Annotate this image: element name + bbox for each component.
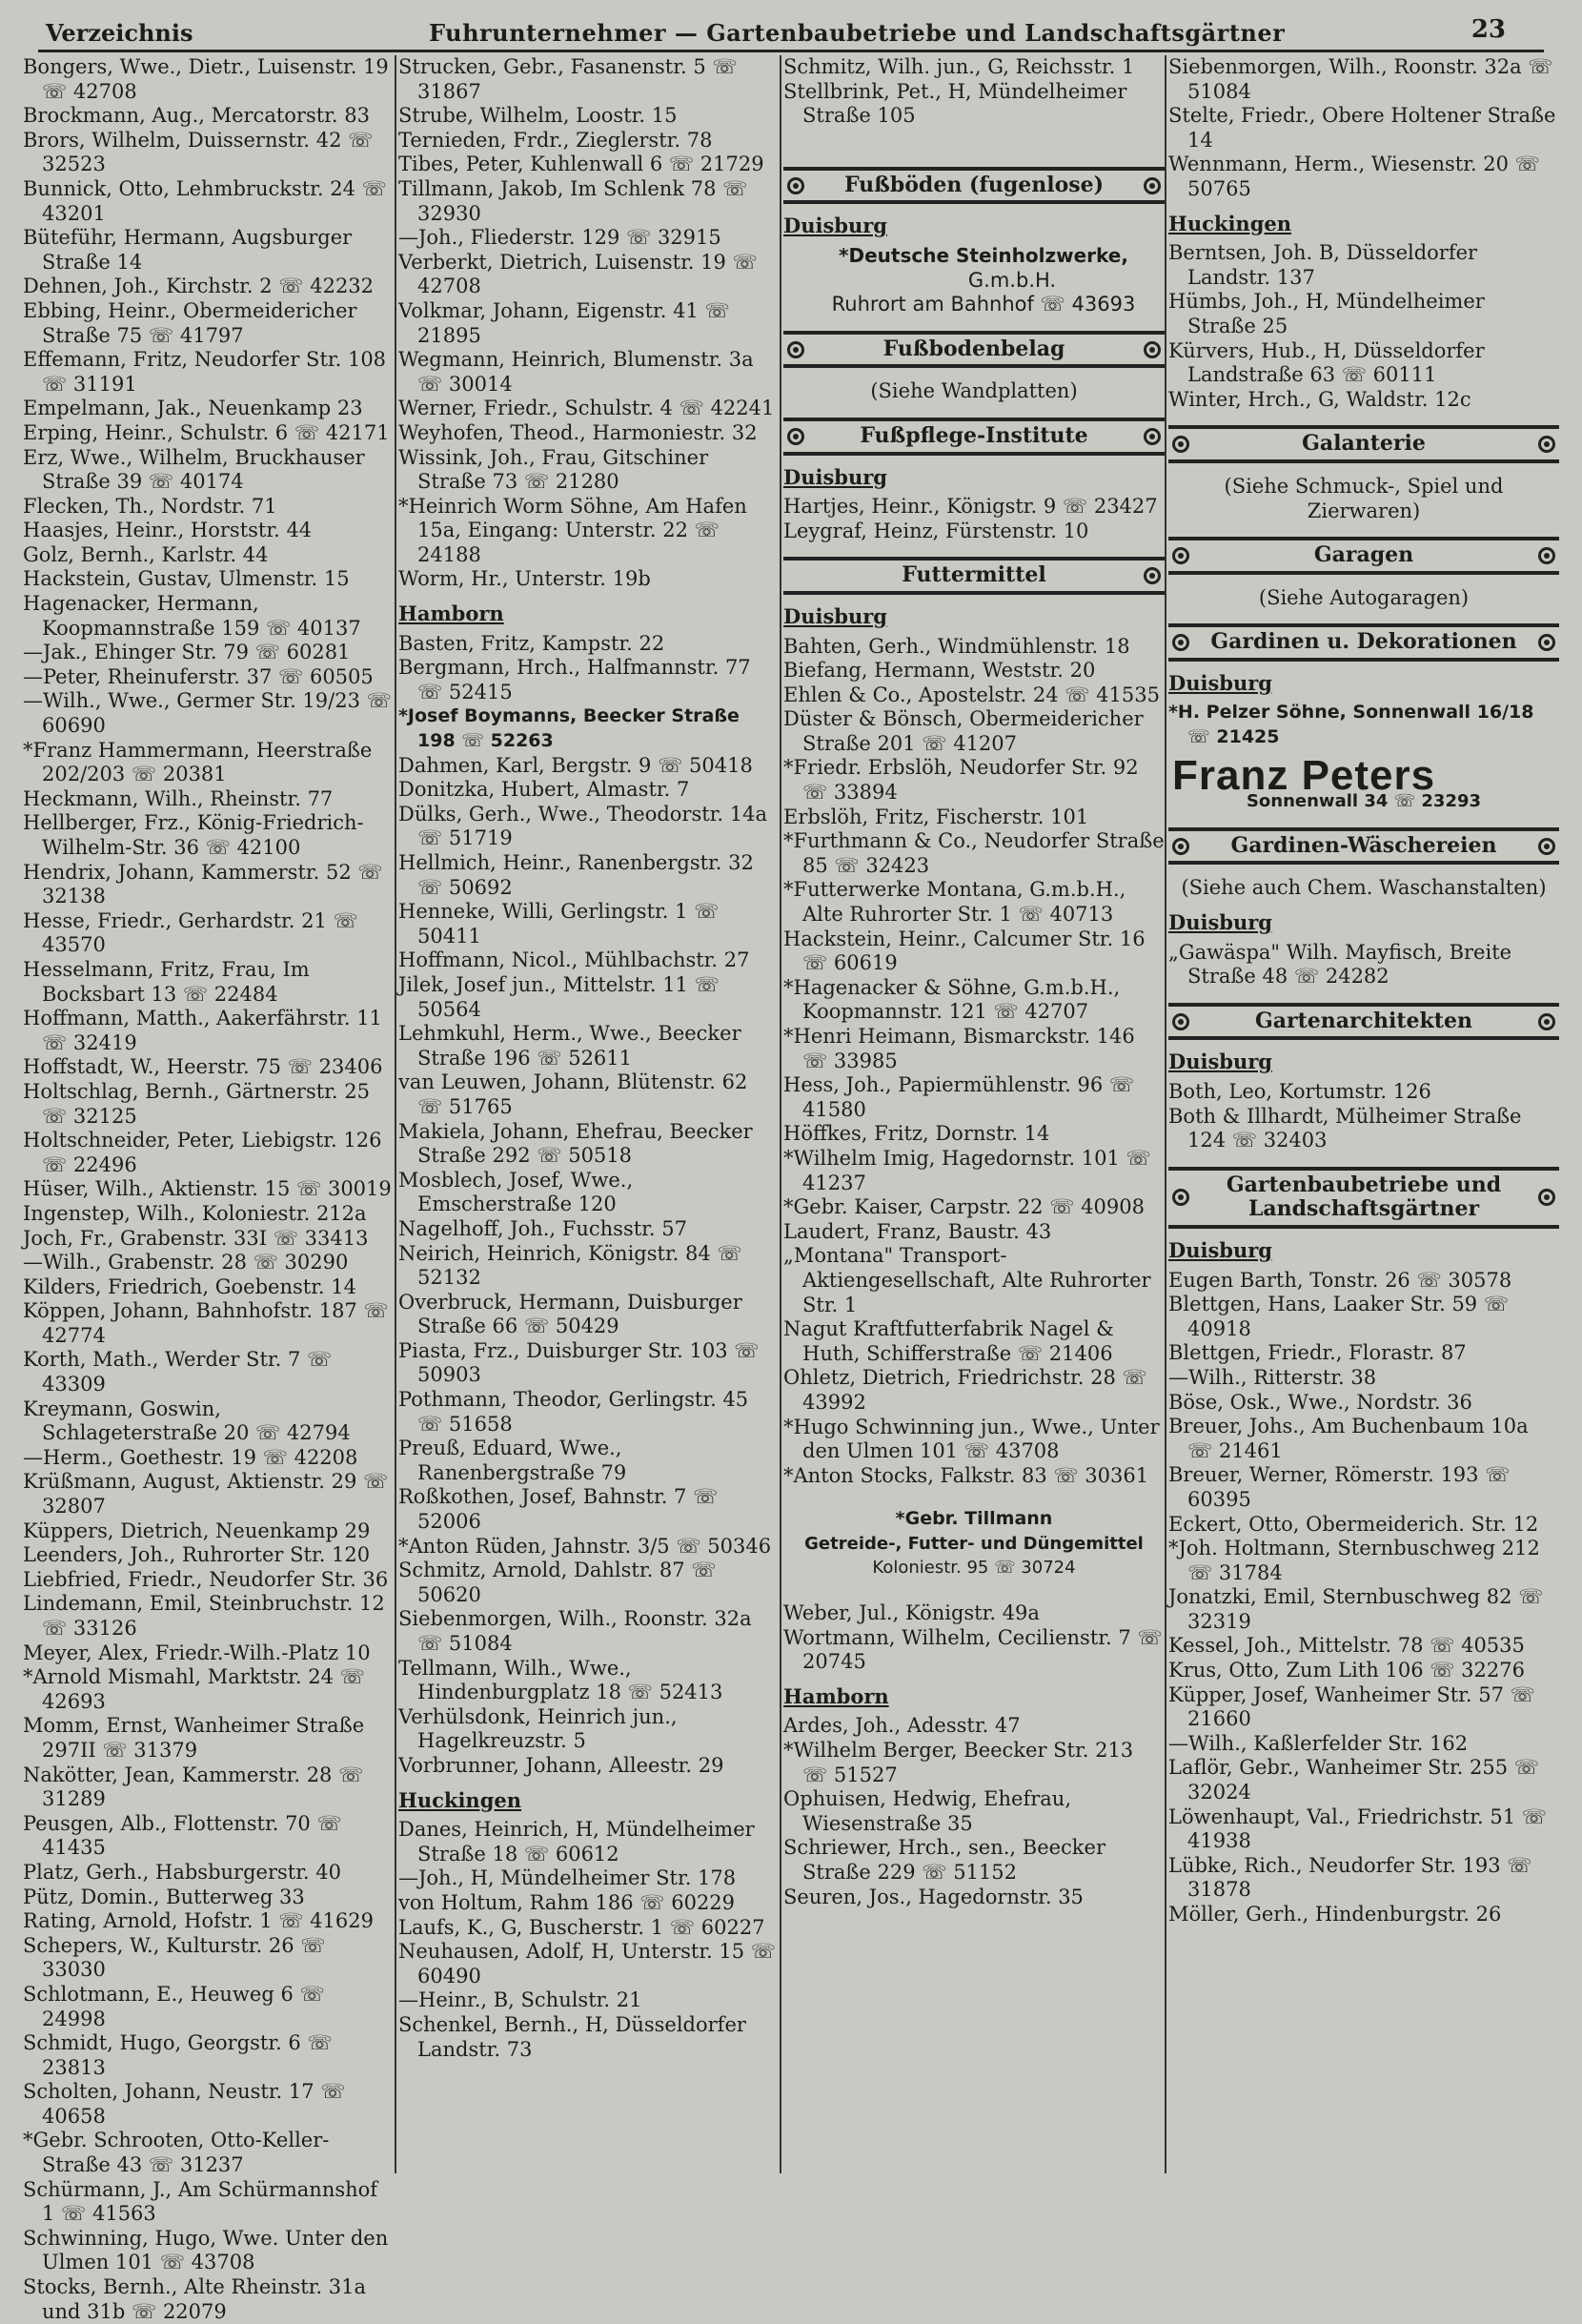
listing-entry: *Futterwerke Montana, G.m.b.H., Alte Ruhrorter Str. 1 ☏ 40713	[783, 878, 1126, 927]
listing-entry: *Friedr. Erbslöh, Neudorfer Str. 92 ☏ 33894	[783, 756, 1139, 805]
section-heading-gardinen: Gardinen u. Dekorationen	[1168, 623, 1559, 662]
listing-entry: *Wilhelm Berger, Beecker Str. 213 ☏ 51527	[783, 1739, 1134, 1786]
listing-entry: Weber, Jul., Königstr. 49a	[783, 1601, 1040, 1625]
column-1	[23, 55, 393, 2323]
section-heading-fusspflege: Fußpflege-Institute	[783, 418, 1165, 456]
ring-ornament-icon	[787, 428, 804, 445]
listing-entry: Schlotmann, E., Heuweg 6 ☏ 24998	[23, 1982, 325, 2030]
listing-entry: Hackstein, Heinr., Calcumer Str. 16 ☏ 60619	[783, 927, 1146, 975]
listing-entry: *Hugo Schwinning jun., Wwe., Unter den Ulmen 101 ☏ 43708	[783, 1415, 1160, 1463]
listing-entry: Breuer, Johs., Am Buchenbaum 10a ☏ 21461	[1168, 1415, 1529, 1462]
cross-reference-note: (Siehe auch Chem. Waschanstalten)	[1181, 876, 1547, 900]
listing-entry: Krus, Otto, Zum Lith 106 ☏ 32276	[1168, 1659, 1525, 1682]
advert-franz-peters-address: Sonnenwall 34 ☏ 23293	[1246, 791, 1482, 812]
cross-reference-note: (Siehe Wandplatten)	[870, 379, 1078, 403]
listing-entry: Holtschlag, Bernh., Gärtnerstr. 25 ☏ 32125	[23, 1079, 370, 1128]
ring-ornament-icon	[1144, 428, 1161, 445]
listing-entry: Golz, Bernh., Karlstr. 44	[23, 542, 269, 566]
section-heading-galanterie: Galanterie	[1168, 425, 1559, 463]
listing-entry: Hartjes, Heinr., Königstr. 9 ☏ 23427	[783, 495, 1158, 519]
listing-entry: —Wilh., Kaßlerfelder Str. 162	[1168, 1731, 1469, 1755]
listing-entry: Jonatzki, Emil, Sternbuschweg 82 ☏ 32319	[1168, 1585, 1544, 1633]
listing-entry: Küppers, Dietrich, Neuenkamp 29	[23, 1519, 371, 1542]
listing-entry: Schriewer, Hrch., sen., Beecker Straße 229 ☏ 51152	[783, 1836, 1105, 1884]
section-heading-futtermittel: Futtermittel	[783, 557, 1165, 595]
listing-entry: van Leuwen, Johann, Blütenstr. 62 ☏ 51765	[398, 1070, 748, 1118]
listing-entry: Pütz, Domin., Butterweg 33	[23, 1885, 305, 1908]
listing-entry: *Joh. Holtmann, Sternbuschweg 212 ☏ 31784	[1168, 1537, 1540, 1584]
listing-entry: *Franz Hammermann, Heerstraße 202/203 ☏ 20381	[23, 738, 373, 786]
listing-entry: Neuhausen, Adolf, H, Unterstr. 15 ☏ 60490	[398, 1940, 777, 1988]
ring-ornament-icon	[1172, 838, 1189, 855]
listing-entry: Basten, Fritz, Kampstr. 22	[398, 631, 665, 655]
listing-entry: „Montana" Transport-Aktiengesellschaft, Alte Ruhrorter Str. 1	[783, 1244, 1151, 1316]
listing-entry: Hess, Joh., Papiermühlenstr. 96 ☏ 41580	[783, 1073, 1135, 1121]
listing-entry: Hümbs, Joh., H, Mündelheimer Straße 25	[1168, 290, 1485, 337]
ring-ornament-icon	[1538, 436, 1555, 453]
listing-entry: *Gebr. Kaiser, Carpstr. 22 ☏ 40908	[783, 1195, 1145, 1219]
city-heading-duisburg: Duisburg	[783, 214, 887, 238]
listing-entry: Düster & Bönsch, Obermeidericher Straße 201 ☏ 41207	[783, 707, 1144, 755]
listing-entry: Piasta, Frz., Duisburger Str. 103 ☏ 50903	[398, 1338, 760, 1387]
city-heading-duisburg: Duisburg	[1168, 910, 1272, 935]
listing-entry: Ebbing, Heinr., Obermeidericher Straße 75 ☏ 41797	[23, 298, 357, 347]
city-heading-huckingen: Huckingen	[1168, 211, 1292, 235]
section-heading-garagen: Garagen	[1168, 537, 1559, 575]
ring-ornament-icon	[1538, 838, 1555, 855]
listing-entry: Haasjes, Heinr., Horststr. 44	[23, 519, 313, 542]
listing-entry: Holtschneider, Peter, Liebigstr. 126 ☏ 22496	[23, 1129, 382, 1176]
listing-entry: Brors, Wilhelm, Duissernstr. 42 ☏ 32523	[23, 128, 374, 176]
listing-entry: Joch, Fr., Grabenstr. 33I ☏ 33413	[23, 1226, 369, 1250]
listing-entry: Siebenmorgen, Wilh., Roonstr. 32a ☏ 51084	[1168, 55, 1553, 103]
listing-entry: Siebenmorgen, Wilh., Roonstr. 32a ☏ 51084	[398, 1607, 752, 1655]
listing-entry: Mosblech, Josef, Wwe., Emscherstraße 120	[398, 1168, 634, 1216]
listing-entry: Erz, Wwe., Wilhelm, Bruckhauser Straße 39 ☏ 40174	[23, 445, 365, 494]
listing-entry: Schmitz, Wilh. jun., G, Reichsstr. 1	[783, 55, 1135, 78]
listing-entry: Biefang, Hermann, Weststr. 20	[783, 659, 1096, 683]
listing-entry: Platz, Gerh., Habsburgerstr. 40	[23, 1860, 342, 1884]
header-left: Verzeichnis	[46, 19, 193, 47]
section-heading-fussboeden: Fußböden (fugenlose)	[783, 167, 1165, 205]
listing-entry-pelzer: *H. Pelzer Söhne, Sonnenwall 16/18 ☏ 21425	[1168, 702, 1534, 748]
section-heading-gartenarchitekten: Gartenarchitekten	[1168, 1003, 1559, 1041]
listing-entry: Bahten, Gerh., Windmühlenstr. 18	[783, 634, 1130, 658]
listing-entry: Laflör, Gebr., Wanheimer Str. 255 ☏ 32024	[1168, 1756, 1540, 1804]
listing-entry: Köppen, Johann, Bahnhofstr. 187 ☏ 42774	[23, 1299, 389, 1347]
listing-entry: Schmitz, Arnold, Dahlstr. 87 ☏ 50620	[398, 1559, 717, 1606]
city-heading-hamborn: Hamborn	[398, 601, 504, 626]
ring-ornament-icon	[1172, 1013, 1189, 1030]
listing-entry: Erping, Heinr., Schulstr. 6 ☏ 42171	[23, 420, 390, 444]
listing-entry: Laufs, K., G, Buscherstr. 1 ☏ 60227	[398, 1915, 765, 1939]
listing-entry: Heckmann, Wilh., Rheinstr. 77	[23, 786, 334, 810]
listing-entry: —Wilh., Wwe., Germer Str. 19/23 ☏ 60690	[23, 689, 392, 738]
section-heading-gardinen-waescherei: Gardinen-Wäschereien	[1168, 827, 1559, 866]
ring-ornament-icon	[1172, 436, 1189, 453]
ring-ornament-icon	[787, 177, 804, 194]
listing-entry: Hoffmann, Matth., Aakerfährstr. 11 ☏ 32419	[23, 1007, 382, 1054]
listing-entry: Böse, Osk., Wwe., Nordstr. 36	[1168, 1390, 1472, 1414]
listing-entry: Overbruck, Hermann, Duisburger Straße 66 ☏ 50429	[398, 1290, 742, 1338]
listing-entry: Jilek, Josef jun., Mittelstr. 11 ☏ 50564	[398, 972, 720, 1021]
listing-entry: Ophuisen, Hedwig, Ehefrau, Wiesenstraße 35	[783, 1787, 1071, 1835]
listing-entry: Peusgen, Alb., Flottenstr. 70 ☏ 41435	[23, 1811, 342, 1860]
listing-entry: *Anton Rüden, Jahnstr. 3/5 ☏ 50346	[398, 1534, 772, 1558]
advert-tillmann: *Gebr. Tillmann Getreide-, Futter- und Düngemittel Koloniestr. 95 ☏ 30724	[804, 1508, 1144, 1579]
listing-entry: Leenders, Joh., Ruhrorter Str. 120	[23, 1543, 371, 1567]
listing-entry: Dülks, Gerh., Wwe., Theodorstr. 14a ☏ 51719	[398, 802, 768, 850]
cross-reference-note: (Siehe Schmuck-, Spiel und Zierwaren)	[1224, 474, 1504, 522]
listing-entry: Rating, Arnold, Hofstr. 1 ☏ 41629	[23, 1909, 374, 1933]
listing-entry: Verberkt, Dietrich, Luisenstr. 19 ☏ 42708	[398, 250, 758, 298]
listing-entry: Bongers, Wwe., Dietr., Luisenstr. 19 ☏ 42708	[23, 55, 389, 103]
listing-entry: Ternieden, Frdr., Zieglerstr. 78	[398, 128, 713, 152]
listing-entry: Kilders, Friedrich, Goebenstr. 14	[23, 1274, 357, 1298]
section-heading-fussbodenbelag: Fußbodenbelag	[783, 331, 1165, 369]
listing-entry: Ingenstep, Wilh., Koloniestr. 212a	[23, 1201, 367, 1225]
listing-entry: Nakötter, Jean, Kammerstr. 28 ☏ 31289	[23, 1763, 364, 1811]
listing-entry: Tellmann, Wilh., Wwe., Hindenburgplatz 18 ☏ 52413	[398, 1656, 723, 1704]
cross-reference-note: (Siehe Autogaragen)	[1258, 585, 1470, 609]
city-heading-hamborn: Hamborn	[783, 1683, 889, 1708]
listing-entry: Hoffmann, Nicol., Mühlbachstr. 27	[398, 948, 750, 972]
listing-entry: Stellbrink, Pet., H, Mündelheimer Straße 105	[783, 79, 1127, 128]
listing-entry: Wennmann, Herm., Wiesenstr. 20 ☏ 50765	[1168, 153, 1540, 200]
listing-entry: Strube, Wilhelm, Loostr. 15	[398, 104, 678, 128]
listing-entry: Kreymann, Goswin, Schlageterstraße 20 ☏ 42794	[23, 1396, 351, 1445]
listing-entry: Wissink, Joh., Frau, Gitschiner Straße 73 ☏ 21280	[398, 445, 709, 494]
listing-entry: Effemann, Fritz, Neudorfer Str. 108 ☏ 31191	[23, 348, 387, 396]
listing-entry: von Holtum, Rahm 186 ☏ 60229	[398, 1890, 736, 1914]
listing-entry: Tibes, Peter, Kuhlenwall 6 ☏ 21729	[398, 153, 764, 176]
listing-entry: Flecken, Th., Nordstr. 71	[23, 494, 277, 518]
listing-entry: Kessel, Joh., Mittelstr. 78 ☏ 40535	[1168, 1634, 1525, 1658]
listing-entry: Erbslöh, Fritz, Fischerstr. 101	[783, 805, 1089, 828]
listing-entry: Krüßmann, August, Aktienstr. 29 ☏ 32807	[23, 1470, 389, 1519]
ring-ornament-icon	[1172, 634, 1189, 651]
listing-entry: —Heinr., B, Schulstr. 21	[398, 1988, 642, 2012]
listing-entry: Brockmann, Aug., Mercatorstr. 83	[23, 104, 370, 128]
ring-ornament-icon	[1538, 1013, 1555, 1030]
ring-ornament-icon	[1172, 547, 1189, 564]
listing-entry: *Anton Stocks, Falkstr. 83 ☏ 30361	[783, 1463, 1149, 1487]
listing-entry: Korth, Math., Werder Str. 7 ☏ 43309	[23, 1348, 333, 1396]
city-heading-duisburg: Duisburg	[1168, 1237, 1272, 1262]
city-heading-duisburg: Duisburg	[783, 603, 887, 628]
listing-entry: Laudert, Franz, Baustr. 43	[783, 1219, 1052, 1243]
listing-entry: —Herm., Goethestr. 19 ☏ 42208	[23, 1445, 358, 1469]
listing-entry: Both & Illhardt, Mülheimer Straße 124 ☏ 32403	[1168, 1104, 1522, 1152]
ring-ornament-icon	[1538, 547, 1555, 564]
advert-franz-peters-name: Franz Peters	[1172, 751, 1436, 799]
listing-entry: Bunnick, Otto, Lehmbruckstr. 24 ☏ 43201	[23, 176, 387, 225]
listing-entry: —Peter, Rheinuferstr. 37 ☏ 60505	[23, 664, 374, 688]
listing-entry: Wortmann, Wilhelm, Cecilienstr. 7 ☏ 20745	[783, 1625, 1163, 1674]
column-3	[783, 55, 1165, 2171]
listing-entry: Werner, Friedr., Schulstr. 4 ☏ 42241	[398, 397, 775, 420]
column-divider	[395, 55, 396, 2173]
ring-ornament-icon	[1144, 177, 1161, 194]
listing-entry: Nagelhoff, Joh., Fuchsstr. 57	[398, 1216, 687, 1240]
listing-entry: Wegmann, Heinrich, Blumenstr. 3a ☏ 30014	[398, 348, 754, 396]
listing-entry: Hellmich, Heinr., Ranenbergstr. 32 ☏ 50692	[398, 851, 754, 899]
listing-entry-boymanns: *Josef Boymanns, Beecker Straße 198 ☏ 52263	[398, 705, 740, 752]
column-4	[1168, 55, 1559, 2171]
column-divider	[780, 55, 781, 2173]
listing-entry: —Jak., Ehinger Str. 79 ☏ 60281	[23, 641, 351, 664]
listing-entry: Winter, Hrch., G, Waldstr. 12c	[1168, 387, 1471, 411]
listing-entry: Kürvers, Hub., H, Düsseldorfer Landstraße 63 ☏ 60111	[1168, 338, 1485, 387]
listing-entry: Hackstein, Gustav, Ulmenstr. 15	[23, 567, 350, 591]
city-heading-huckingen: Huckingen	[398, 1787, 522, 1812]
listing-entry: Hesse, Friedr., Gerhardstr. 21 ☏ 43570	[23, 908, 358, 957]
listing-entry: *Arnold Mismahl, Marktstr. 24 ☏ 42693	[23, 1665, 365, 1713]
city-heading-duisburg: Duisburg	[783, 464, 887, 489]
listing-entry: Hellberger, Frz., König-Friedrich-Wilhelm-Str. 36 ☏ 42100	[23, 811, 364, 859]
listing-entry: Meyer, Alex, Friedr.-Wilh.-Platz 10	[23, 1641, 371, 1664]
listing-entry: Weyhofen, Theod., Harmoniestr. 32	[398, 420, 758, 444]
city-heading-duisburg: Duisburg	[1168, 670, 1272, 695]
listing-entry: Strucken, Gebr., Fasanenstr. 5 ☏ 31867	[398, 55, 738, 103]
listing-entry: Momm, Ernst, Wanheimer Straße 297II ☏ 31379	[23, 1714, 365, 1762]
listing-entry: Seuren, Jos., Hagedornstr. 35	[783, 1885, 1084, 1908]
page-number: 23	[1470, 15, 1506, 44]
listing-entry: Preuß, Eduard, Wwe., Ranenbergstraße 79	[398, 1437, 627, 1484]
city-heading-duisburg: Duisburg	[1168, 1050, 1272, 1074]
listing-entry: Henneke, Willi, Gerlingstr. 1 ☏ 50411	[398, 900, 720, 948]
listing-entry: Ohletz, Dietrich, Friedrichstr. 28 ☏ 43992	[783, 1366, 1147, 1414]
listing-entry: Eugen Barth, Tonstr. 26 ☏ 30578	[1168, 1268, 1512, 1292]
listing-entry: *Henri Heimann, Bismarckstr. 146 ☏ 33985	[783, 1025, 1135, 1072]
listing-entry: Schenkel, Bernh., H, Düsseldorfer Landstr. 73	[398, 2012, 746, 2061]
listing-entry: Möller, Gerh., Hindenburgstr. 26	[1168, 1903, 1502, 1926]
listing-entry: —Joh., H, Mündelheimer Str. 178	[398, 1866, 737, 1890]
listing-entry: Stelte, Friedr., Obere Holtener Straße 14	[1168, 104, 1556, 152]
column-divider	[1165, 55, 1166, 2173]
listing-entry: Pothmann, Theodor, Gerlingstr. 45 ☏ 51658	[398, 1388, 749, 1436]
listing-entry: Stocks, Bernh., Alte Rheinstr. 31a und 31b ☏ 22079	[23, 2275, 367, 2323]
listing-entry: *Hagenacker & Söhne, G.m.b.H., Koopmannstr. 121 ☏ 42707	[783, 975, 1121, 1024]
listing-entry: Vorbrunner, Johann, Alleestr. 29	[398, 1753, 724, 1777]
listing-entry: Löwenhaupt, Val., Friedrichstr. 51 ☏ 41938	[1168, 1804, 1548, 1853]
listing-entry: —Wilh., Grabenstr. 28 ☏ 30290	[23, 1251, 349, 1274]
listing-entry: Hesselmann, Fritz, Frau, Im Bocksbart 13 ☏ 22484	[23, 957, 310, 1006]
page-header	[38, 15, 1544, 52]
listing-entry: —Wilh., Ritterstr. 38	[1168, 1365, 1377, 1389]
column-2	[398, 55, 778, 2171]
listing-entry: —Joh., Fliederstr. 129 ☏ 32915	[398, 226, 721, 250]
listing-entry: Scholten, Johann, Neustr. 17 ☏ 40658	[23, 2080, 346, 2128]
header-title: Fuhrunternehmer — Gartenbaubetriebe und Landschaftsgärtner	[429, 19, 1286, 47]
listing-entry: Empelmann, Jak., Neuenkamp 23	[23, 397, 363, 420]
listing-entry: Lübke, Rich., Neudorfer Str. 193 ☏ 31878	[1168, 1853, 1532, 1902]
ring-ornament-icon	[1538, 634, 1555, 651]
listing-entry: Schwinning, Hugo, Wwe. Unter den Ulmen 101 ☏ 43708	[23, 2226, 389, 2274]
listing-entry: Verhülsdonk, Heinrich jun., Hagelkreuzstr. 5	[398, 1704, 678, 1753]
listing-entry: Liebfried, Friedr., Neudorfer Str. 36	[23, 1567, 389, 1591]
listing-entry: *Furthmann & Co., Neudorfer Straße 85 ☏ 32423	[783, 829, 1165, 877]
listing-entry: Bergmann, Hrch., Halfmannstr. 77 ☏ 52415	[398, 656, 751, 703]
listing-entry: Hüser, Wilh., Aktienstr. 15 ☏ 30019	[23, 1177, 392, 1201]
listing-entry: *Gebr. Schrooten, Otto-Keller-Straße 43 ☏ 31237	[23, 2129, 330, 2177]
listing-entry: Both, Leo, Kortumstr. 126	[1168, 1080, 1431, 1103]
listing-entry: Schürmann, J., Am Schürmannshof 1 ☏ 41563	[23, 2177, 378, 2226]
listing-entry: Blettgen, Hans, Laaker Str. 59 ☏ 40918	[1168, 1293, 1510, 1340]
advert-steinholzwerke: *Deutsche Steinholzwerke, G.m.b.H. Ruhrort am Bahnhof ☏ 43693	[831, 243, 1136, 316]
listing-entry: Roßkothen, Josef, Bahnstr. 7 ☏ 52006	[398, 1485, 719, 1534]
listing-entry: Höffkes, Fritz, Dornstr. 14	[783, 1122, 1050, 1146]
ring-ornament-icon	[787, 341, 804, 358]
listing-entry: Blettgen, Friedr., Florastr. 87	[1168, 1341, 1467, 1365]
listing-entry: Neirich, Heinrich, Königstr. 84 ☏ 52132	[398, 1241, 742, 1290]
listing-entry: Lindemann, Emil, Steinbruchstr. 12 ☏ 33126	[23, 1592, 385, 1640]
listing-entry: Tillmann, Jakob, Im Schlenk 78 ☏ 32930	[398, 176, 748, 225]
listing-entry: Danes, Heinrich, H, Mündelheimer Straße 18 ☏ 60612	[398, 1818, 755, 1865]
listing-entry: Leygraf, Heinz, Fürstenstr. 10	[783, 519, 1089, 542]
listing-entry: Volkmar, Johann, Eigenstr. 41 ☏ 21895	[398, 298, 730, 347]
listing-entry: Hendrix, Johann, Kammerstr. 52 ☏ 32138	[23, 860, 383, 908]
listing-entry: Lehmkuhl, Herm., Wwe., Beecker Straße 196 ☏ 52611	[398, 1022, 741, 1070]
listing-entry: Dehnen, Joh., Kirchstr. 2 ☏ 42232	[23, 275, 375, 298]
listing-entry: Donitzka, Hubert, Almastr. 7	[398, 778, 690, 802]
listing-entry: Makiela, Johann, Ehefrau, Beecker Straße 292 ☏ 50518	[398, 1119, 753, 1168]
listing-entry: Eckert, Otto, Obermeiderich. Str. 12	[1168, 1512, 1539, 1536]
ring-ornament-icon	[1144, 341, 1161, 358]
listing-entry: *Wilhelm Imig, Hagedornstr. 101 ☏ 41237	[783, 1146, 1151, 1194]
ring-ornament-icon	[1144, 567, 1161, 584]
listing-entry: „Gawäspa" Wilh. Mayfisch, Breite Straße 48 ☏ 24282	[1168, 940, 1512, 989]
listing-entry: Dahmen, Karl, Bergstr. 9 ☏ 50418	[398, 753, 753, 777]
listing-entry: *Heinrich Worm Söhne, Am Hafen 15a, Eingang: Unterstr. 22 ☏ 24188	[398, 494, 747, 566]
listing-entry: Büteführ, Hermann, Augsburger Straße 14	[23, 226, 353, 274]
listing-entry: Ehlen & Co., Apostelstr. 24 ☏ 41535	[783, 683, 1160, 706]
listing-entry: Küpper, Josef, Wanheimer Str. 57 ☏ 21660	[1168, 1682, 1535, 1731]
listing-entry: Breuer, Werner, Römerstr. 193 ☏ 60395	[1168, 1463, 1511, 1511]
listing-entry: Hoffstadt, W., Heerstr. 75 ☏ 23406	[23, 1055, 383, 1079]
section-heading-gartenbau: Gartenbaubetriebe und Landschaftsgärtner	[1168, 1167, 1559, 1229]
listing-entry: Schepers, W., Kulturstr. 26 ☏ 33030	[23, 1933, 326, 1982]
listing-entry: Nagut Kraftfutterfabrik Nagel & Huth, Schifferstraße ☏ 21406	[783, 1317, 1114, 1365]
listing-entry: Schmidt, Hugo, Georgstr. 6 ☏ 23813	[23, 2031, 333, 2079]
listing-entry: Ardes, Joh., Adesstr. 47	[783, 1714, 1021, 1738]
listing-entry: Berntsen, Joh. B, Düsseldorfer Landstr. 137	[1168, 241, 1478, 289]
listing-entry: Worm, Hr., Unterstr. 19b	[398, 567, 651, 591]
listing-entry: Hagenacker, Hermann, Koopmannstraße 159 ☏ 40137	[23, 592, 361, 640]
